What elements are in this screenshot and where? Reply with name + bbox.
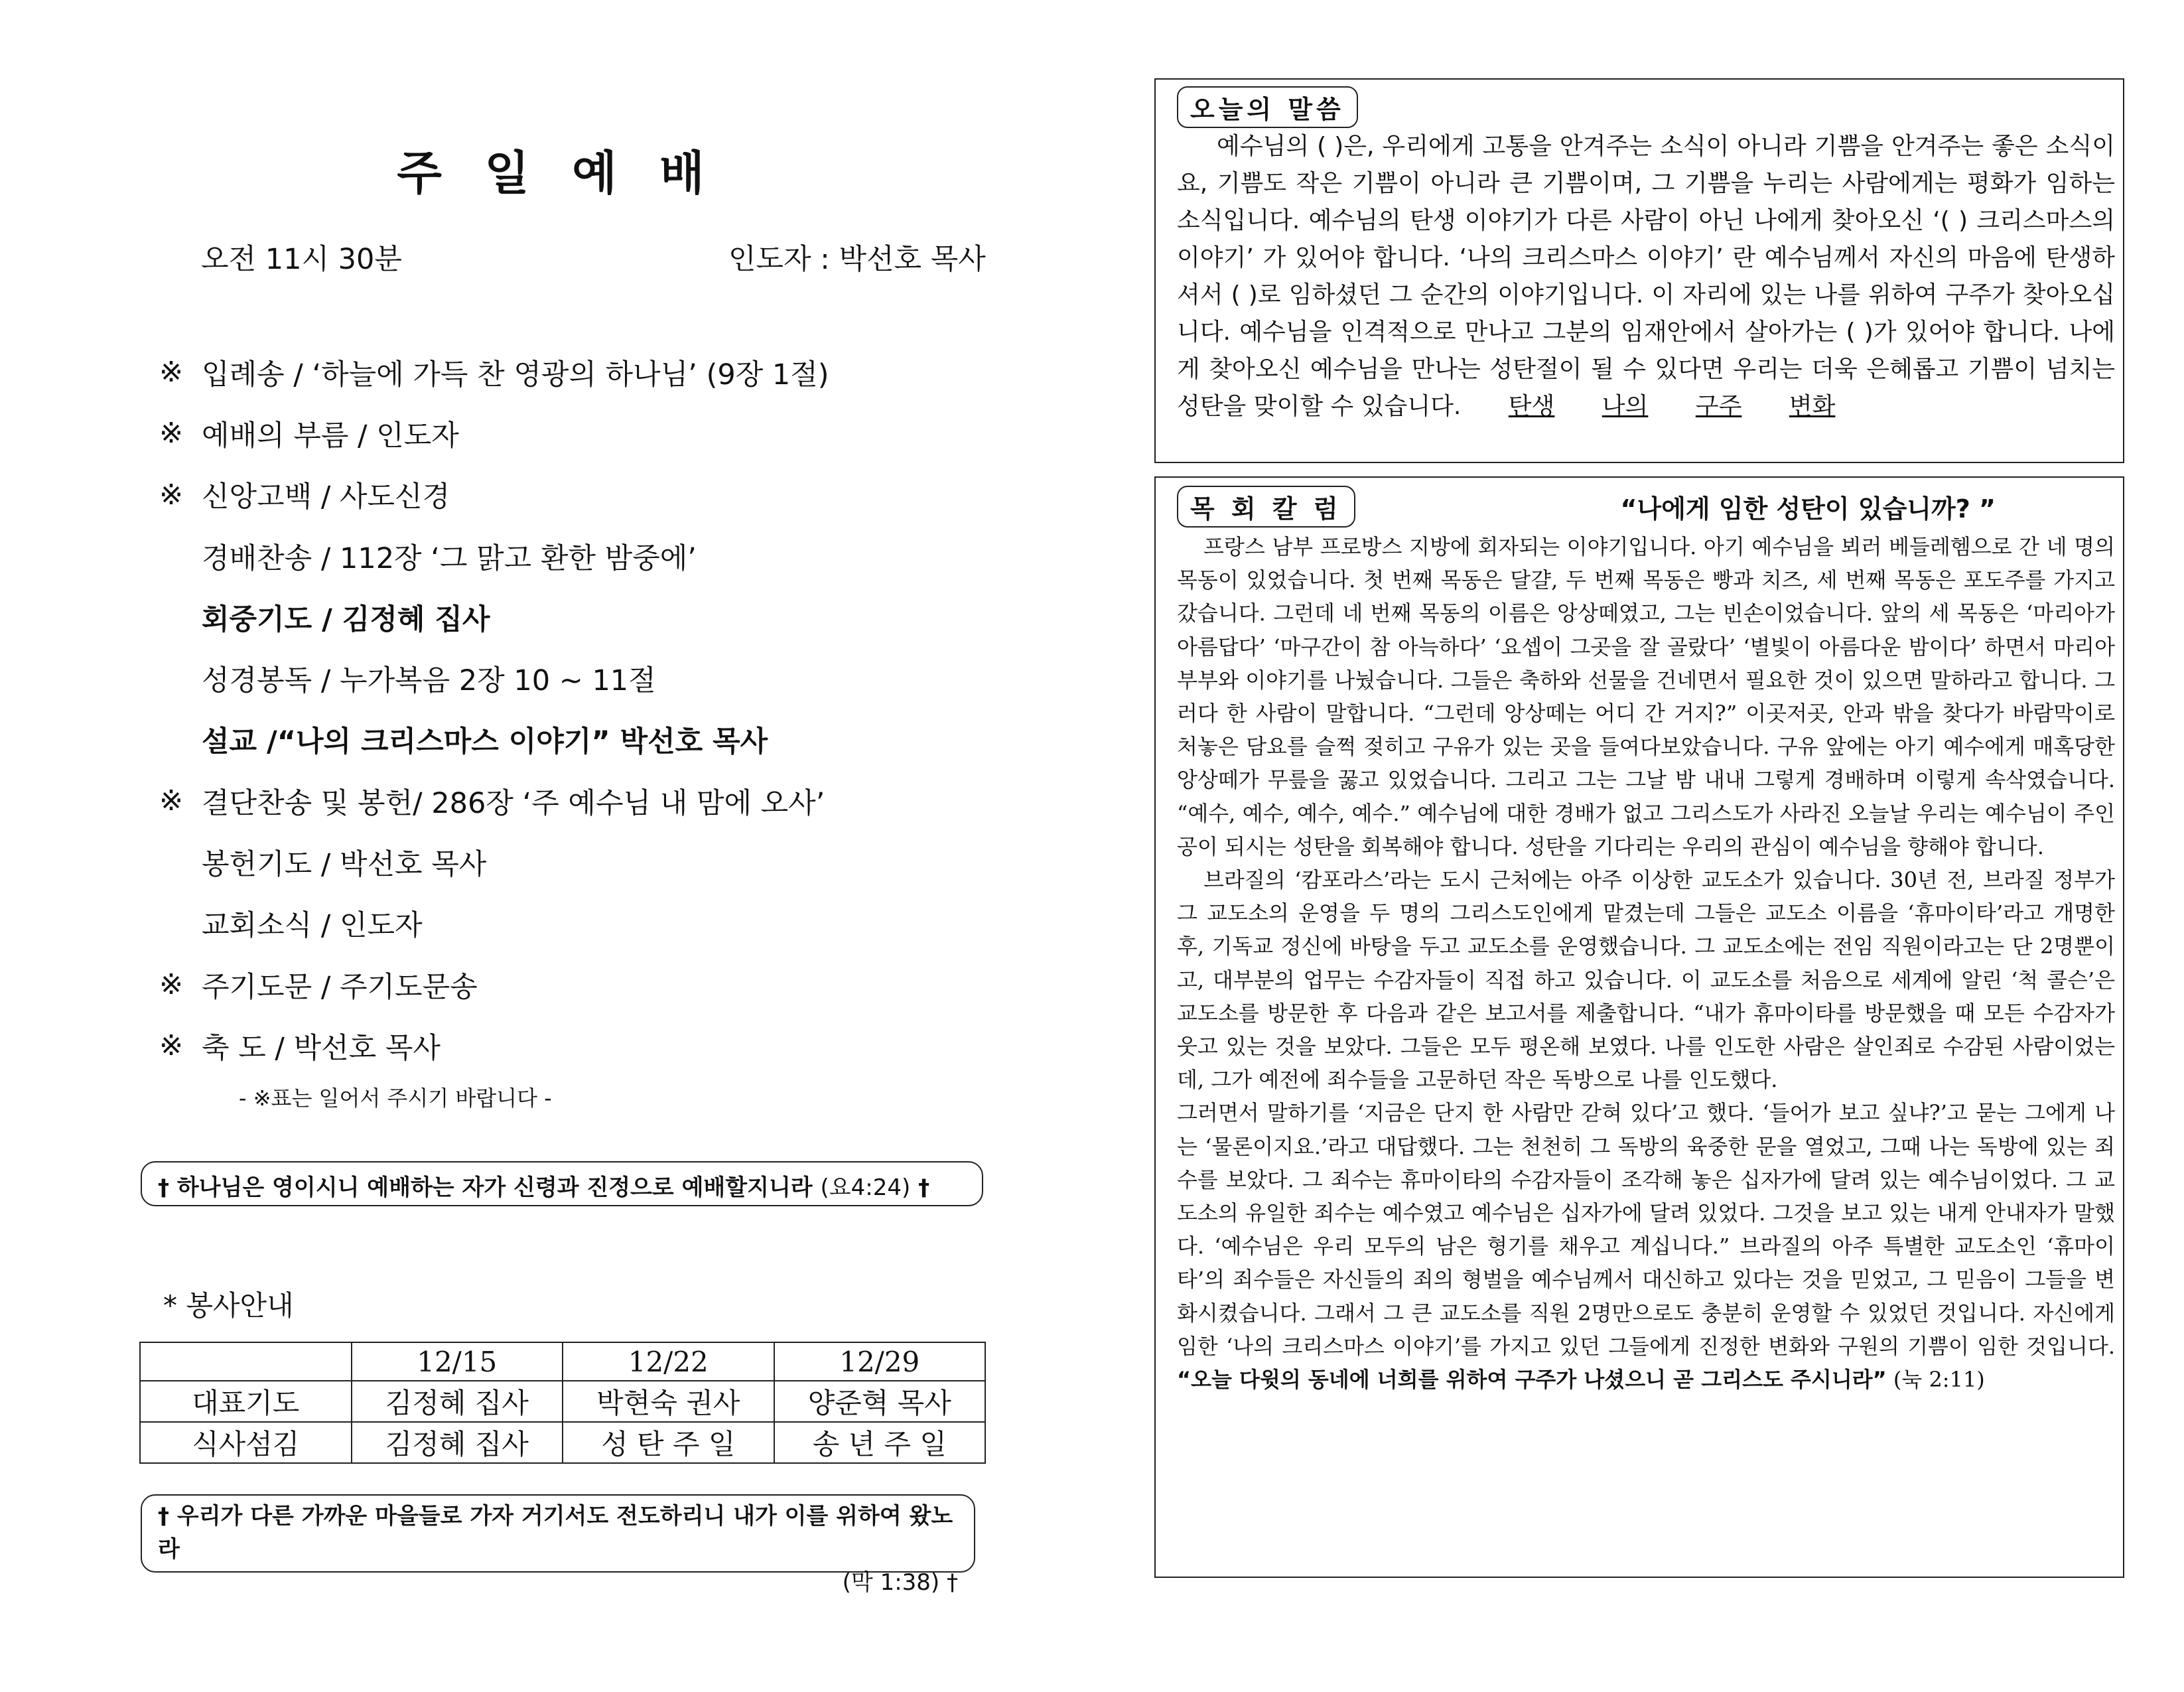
today-word-tag: 오늘의 말씀 xyxy=(1177,86,1358,128)
date-header: 12/22 xyxy=(563,1342,774,1381)
role-cell: 식사섬김 xyxy=(140,1422,352,1463)
table-cell: 박현숙 권사 xyxy=(563,1381,774,1422)
table-cell: 양준혁 목사 xyxy=(774,1381,986,1422)
role-cell: 대표기도 xyxy=(140,1381,352,1422)
order-item-text: 신앙고백 / 사도신경 xyxy=(202,480,450,514)
order-of-worship xyxy=(159,342,829,1077)
today-word-body: 예수님의 ( )은, 우리에게 고통을 안겨주는 소식이 아니라 기쁨을 안겨주는 좋은 소식이요, 기쁨도 작은 기쁨이 아니라 큰 기쁨이며, 그 기쁨을 누리는 사람에게는 평화가 임하는 소식입니다. 예수님의 탄생 이야기가 다른 사람이 아닌 나에게 찾아오신 ‘( ) 크리스마스의 이야기’ 가 있어야 합니다. ‘나의 크리스마스 이야기’ 란 예수님께서 자신의 마음에 탄생하셔서 ( )로 임하셨던 그 순간의 이야기입니다. 이 자리에 있는 나를 위하여 구주가 찾아오십니다. 예수님을 인격적으로 만나고 그분의 임재안에서 살아가는 ( )가 있어야 합니다. 나에게 찾아오신 예수님을 만나는 성탄절이 될 수 있다면 우리는 더욱 은혜롭고 기쁨이 넘치는 성탄을 맞이할 수 있습니다. xyxy=(1177,133,2115,420)
cross-icon: † xyxy=(158,1503,169,1529)
order-item xyxy=(159,587,829,648)
worship-title: 주 일 예 배 xyxy=(397,146,718,200)
order-item xyxy=(159,954,829,1015)
table-cell: 김정혜 집사 xyxy=(352,1422,563,1463)
table-cell: 김정혜 집사 xyxy=(352,1381,563,1422)
column-title: “나에게 임한 성탄이 있습니까? ” xyxy=(1620,494,1996,524)
verse-text: 하나님은 영이시니 예배하는 자가 신령과 진정으로 예배할지니라 xyxy=(176,1174,813,1201)
standing-mark: ※ xyxy=(159,968,184,1002)
today-word-box xyxy=(1154,78,2124,463)
order-item-text: 입례송 / ‘하늘에 가득 찬 영광의 하나님’ (9장 1절) xyxy=(202,358,829,391)
standing-mark: ※ xyxy=(159,417,184,451)
column-paragraph-last xyxy=(1177,1096,2115,1396)
today-word-text xyxy=(1177,128,2115,425)
order-item-text: 설교 /“나의 크리스마스 이야기” 박선호 목사 xyxy=(202,725,768,759)
table-row xyxy=(140,1422,985,1463)
table-cell: 송 년 주 일 xyxy=(774,1422,986,1463)
order-item-text: 결단찬송 및 봉헌/ 286장 ‘주 예수님 내 맘에 오사’ xyxy=(202,786,825,820)
order-item-text: 예배의 부름 / 인도자 xyxy=(202,419,459,453)
answer-word: 변화 xyxy=(1789,393,1836,420)
verse-text: 우리가 다른 가까운 마을들로 가자 거기서도 전도하리니 내가 이를 위하여 왔노라 xyxy=(158,1503,953,1563)
table-row xyxy=(140,1381,985,1422)
standing-mark: ※ xyxy=(159,1029,184,1063)
answer-word: 나의 xyxy=(1602,393,1649,420)
column-paragraph: 브라질의 ‘캄포라스’라는 도시 근처에는 아주 이상한 교도소가 있습니다. 30년 전, 브라질 정부가 그 교도소의 운영을 두 명의 그리스도인에게 맡겼는데 그들은 교도소 이름을 ‘휴마이타’라고 개명한 후, 기독교 정신에 바탕을 두고 교도소를 운영했습니다. 그 교도소에는 전임 직원이라고는 단 2명뿐이고, 대부분의 업무는 수감자들이 직접 하고 있습니다. 이 교도소를 처음으로 세계에 알린 ‘척 콜슨’은 교도소를 방문한 후 다음과 같은 보고서를 제출합니다. “내가 휴마이타를 방문했을 때 모든 수감자가 웃고 있는 것을 보았다. 그들은 모두 평온해 보였다. 나를 인도한 사람은 살인죄로 수감된 사람이었는데, 그가 예전에 죄수들을 고문하던 작은 독방으로 나를 인도했다. xyxy=(1177,867,2115,1093)
worship-time: 오전 11시 30분 xyxy=(201,243,402,276)
column-paragraph: 프랑스 남부 프로방스 지방에 회자되는 이야기입니다. 아기 예수님을 뵈러 베들레헴으로 간 네 명의 목동이 있었습니다. 첫 번째 목동은 달걀, 두 번째 목동은 빵과 치즈, 세 번째 목동은 포도주를 가지고 갔습니다. 그런데 네 번째 목동의 이름은 앙상떼였고, 그는 빈손이었습니다. 앞의 세 목동은 ‘마리아가 아름답다’ ‘마구간이 참 아늑하다’ ‘요셉이 그곳을 잘 골랐다’ ‘별빛이 아름다운 밤이다’ 하면서 마리아 부부와 이야기를 나눴습니다. 그들은 축하와 선물을 건네면서 필요한 것이 있으면 말하라고 합니다. 그러다 한 사람이 말합니다. “그런데 앙상떼는 어디 간 거지?” 이곳저곳, 안과 밖을 찾다가 바람막이로 처놓은 담요를 슬쩍 젖히고 구유가 있는 곳을 들여다보았습니다. 구유 앞에는 아기 예수에게 매혹당한 앙상떼가 무릎을 꿇고 있었습니다. 그리고 그는 그날 밤 내내 그렇게 경배하며 이렇게 속삭였습니다. “예수, 예수, 예수, 예수.” 예수님에 대한 경배가 없고 그리스도가 사라진 오늘날 우리는 예수님이 주인공이 되시는 성탄을 회복해야 합니다. 성탄을 기다리는 우리의 관심이 예수님을 향해야 합니다. xyxy=(1177,534,2115,859)
date-header: 12/15 xyxy=(352,1342,563,1381)
cross-icon: † xyxy=(918,1174,930,1201)
table-cell: 성 탄 주 일 xyxy=(563,1422,774,1463)
order-item xyxy=(159,342,829,403)
column-tag: 목 회 칼 럼 xyxy=(1177,486,1355,528)
order-item-text: 축 도 / 박선호 목사 xyxy=(202,1031,441,1065)
standing-mark: ※ xyxy=(159,784,184,818)
order-item-text: 봉헌기도 / 박선호 목사 xyxy=(202,848,487,882)
service-title: * 봉사안내 xyxy=(163,1289,294,1322)
order-item xyxy=(159,526,829,587)
order-item xyxy=(159,770,829,831)
verse-reference: (막 1:38) † xyxy=(842,1569,958,1596)
order-item-text: 교회소식 / 인도자 xyxy=(202,909,423,943)
closing-verse-reference: (눅 2:11) xyxy=(1893,1367,1985,1393)
standing-mark: ※ xyxy=(159,478,184,512)
order-item-text: 회중기도 / 김정혜 집사 xyxy=(202,602,490,636)
answer-word: 구주 xyxy=(1695,393,1742,420)
order-item xyxy=(159,709,829,770)
standing-mark: ※ xyxy=(159,356,184,389)
table-corner-cell xyxy=(140,1342,352,1381)
table-header-row xyxy=(140,1342,985,1381)
service-table xyxy=(139,1342,986,1464)
column-paragraph-text: 그러면서 말하기를 ‘지금은 단지 한 사람만 갇혀 있다’고 했다. ‘들어가 보고 싶냐?’고 묻는 그에게 나는 ‘물론이지요.’라고 대답했다. 그는 천천히 그 독방의 육중한 문을 열었고, 그때 나는 독방에 있는 죄수를 보았다. 그 죄수는 휴마이타의 수감자들이 조각해 놓은 십자가에 달려 있는 예수님이었다. 그 교도소의 유일한 죄수는 예수였고 예수님은 십자가에 달려 있었다. 그것을 보고 있는 내게 안내자가 말했다. ‘예수님은 우리 모두의 남은 형기를 채우고 계십니다.” 브라질의 아주 특별한 교도소인 ‘휴마이타’의 죄수들은 자신들의 죄의 형벌을 예수님께서 대신하고 있다는 것을 믿었고, 그 믿음이 그들을 변화시켰습니다. 그래서 그 큰 교도소를 직원 2명만으로도 충분히 운영할 수 있었던 것입니다. 자신에게 임한 ‘나의 크리스마스 이야기’를 가지고 있던 그들에게 진정한 변화와 구원의 기쁨이 임한 것입니다. xyxy=(1177,1100,2115,1359)
standing-note: - ※표는 일어서 주시기 바랍니다 - xyxy=(239,1086,552,1111)
order-item-text: 주기도문 / 주기도문송 xyxy=(202,970,478,1004)
order-item xyxy=(159,403,829,464)
order-item-text: 경배찬송 / 112장 ‘그 맑고 환한 밤중에’ xyxy=(202,541,697,575)
worship-leader: 인도자 : 박선호 목사 xyxy=(728,243,986,276)
order-item xyxy=(159,464,829,526)
column-header xyxy=(1177,486,2115,528)
verse-box-bottom xyxy=(141,1494,975,1596)
order-item xyxy=(159,831,829,892)
order-item-text: 성경봉독 / 누가복음 2장 10 ~ 11절 xyxy=(202,664,656,698)
verse-box-top xyxy=(141,1161,983,1206)
date-header: 12/29 xyxy=(774,1342,986,1381)
answer-word: 탄생 xyxy=(1508,393,1555,420)
verse-reference: (요4:24) xyxy=(820,1174,911,1201)
column-text xyxy=(1177,530,2115,1396)
order-item xyxy=(159,893,829,954)
cross-icon: † xyxy=(158,1174,169,1201)
order-item xyxy=(159,1015,829,1076)
pastor-column-box xyxy=(1154,476,2124,1578)
order-item xyxy=(159,648,829,709)
closing-verse: “오늘 다윗의 동네에 너희를 위하여 구주가 나셨으니 곧 그리스도 주시니라” xyxy=(1177,1367,1887,1393)
